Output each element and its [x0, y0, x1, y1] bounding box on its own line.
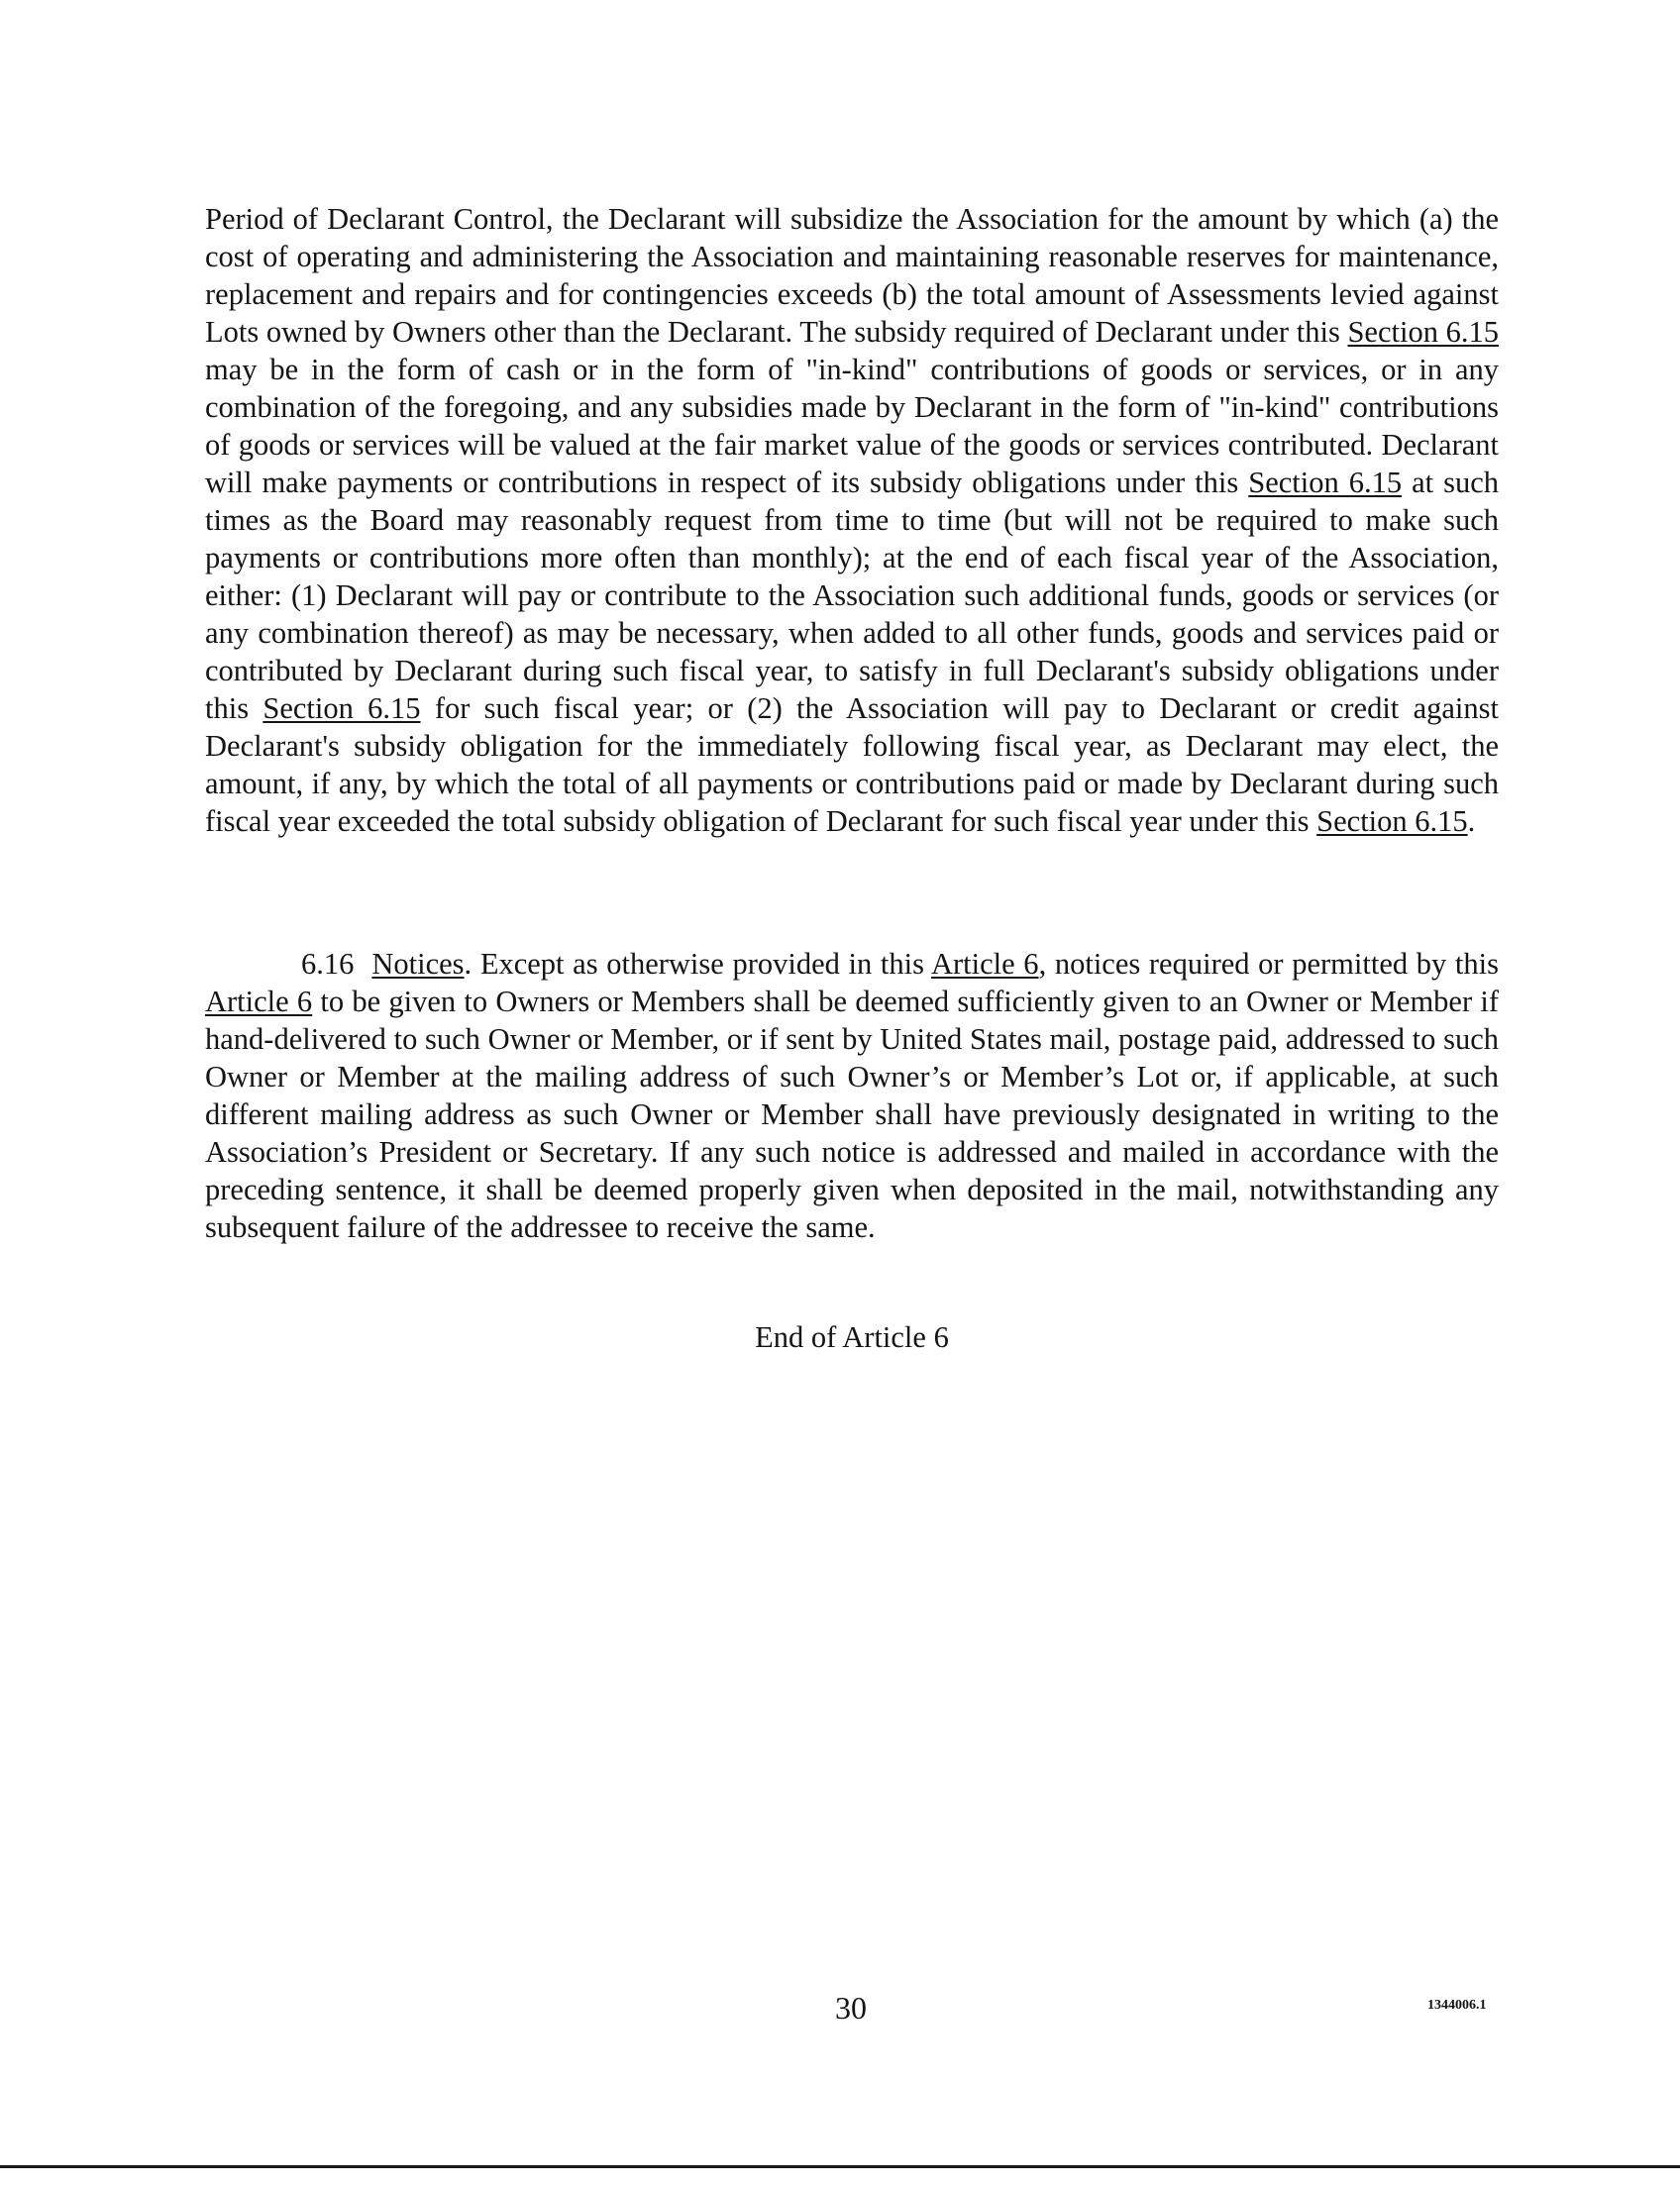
paragraph-text: may be in the form of cash or in the form of "in-kind" contributions of goods or services, or in any combination of the foregoing, and any subsidies made by Declarant in the form of "in-kind" contributions of goods or services will be valued at the fair market value of the goods or services contributed. Declarant will make payments or contributions in respect of its subsidy obligations under this: [205, 353, 1499, 499]
bottom-rule-divider: [0, 2165, 1680, 2168]
document-id: 1344006.1: [1427, 1998, 1487, 2013]
notices-paragraph: [205, 945, 1499, 1246]
paragraph-text: , notices required or permitted by this: [1038, 947, 1499, 981]
paragraph-text: at such times as the Board may reasonably request from time to time (but will not be required to make such payments or contributions more often than monthly); at the end of each fiscal year of the Association, either: (1) Declarant will pay or contribute to the Association such additional funds, goods or services (or any combination thereof) as may be necessary, when added to all other funds, goods and services paid or contributed by Declarant during such fiscal year, to satisfy in full Declarant's subsidy obligations under this: [205, 466, 1499, 725]
end-of-article-label: End of Article 6: [755, 1320, 949, 1354]
section-heading: Notices: [371, 947, 465, 981]
section-reference: Section 6.15: [1248, 466, 1403, 499]
paragraph-text: . Except as otherwise provided in this: [464, 947, 931, 981]
section-reference: Section 6.15: [1316, 804, 1468, 838]
paragraph-text: Period of Declarant Control, the Declarant will subsidize the Association for the amount by which (a) the cost of operating and administering the Association and maintaining reasonable reserves for maintenance, replacement and repairs and for contingencies exceeds (b) the total amount of Assessments levied against Lots owned by Owners other than the Declarant. The subsidy required of Declarant under this: [205, 202, 1499, 349]
paragraph-text: to be given to Owners or Members shall be deemed sufficiently given to an Owner or Member if hand-delivered to such Owner or Member, or if sent by United States mail, postage paid, addressed to such Owner or Member at the mailing address of such Owner’s or Member’s Lot or, if applicable, at such different mailing address as such Owner or Member shall have previously designated in writing to the Association’s President or Secretary. If any such notice is addressed and mailed in accordance with the preceding sentence, it shall be deemed properly given when deposited in the mail, notwithstanding any subsequent failure of the addressee to receive the same.: [205, 985, 1499, 1244]
paragraph-text: for such fiscal year; or (2) the Association will pay to Declarant or credit against Declarant's subsidy obligation for the immediately following fiscal year, as Declarant may elect, the amount, if any, by which the total of all payments or contributions paid or made by Declarant during such fiscal year exceeded the total subsidy obligation of Declarant for such fiscal year under this: [205, 691, 1499, 838]
subsidy-paragraph: [205, 200, 1499, 840]
article-reference: Article 6: [930, 947, 1039, 981]
article-reference: Article 6: [205, 985, 313, 1018]
section-reference: Section 6.15: [1347, 315, 1499, 349]
section-reference: Section 6.15: [262, 691, 421, 725]
page-number: 30: [835, 1990, 867, 2026]
paragraph-text: .: [1467, 804, 1476, 838]
section-number: 6.16: [301, 947, 355, 981]
